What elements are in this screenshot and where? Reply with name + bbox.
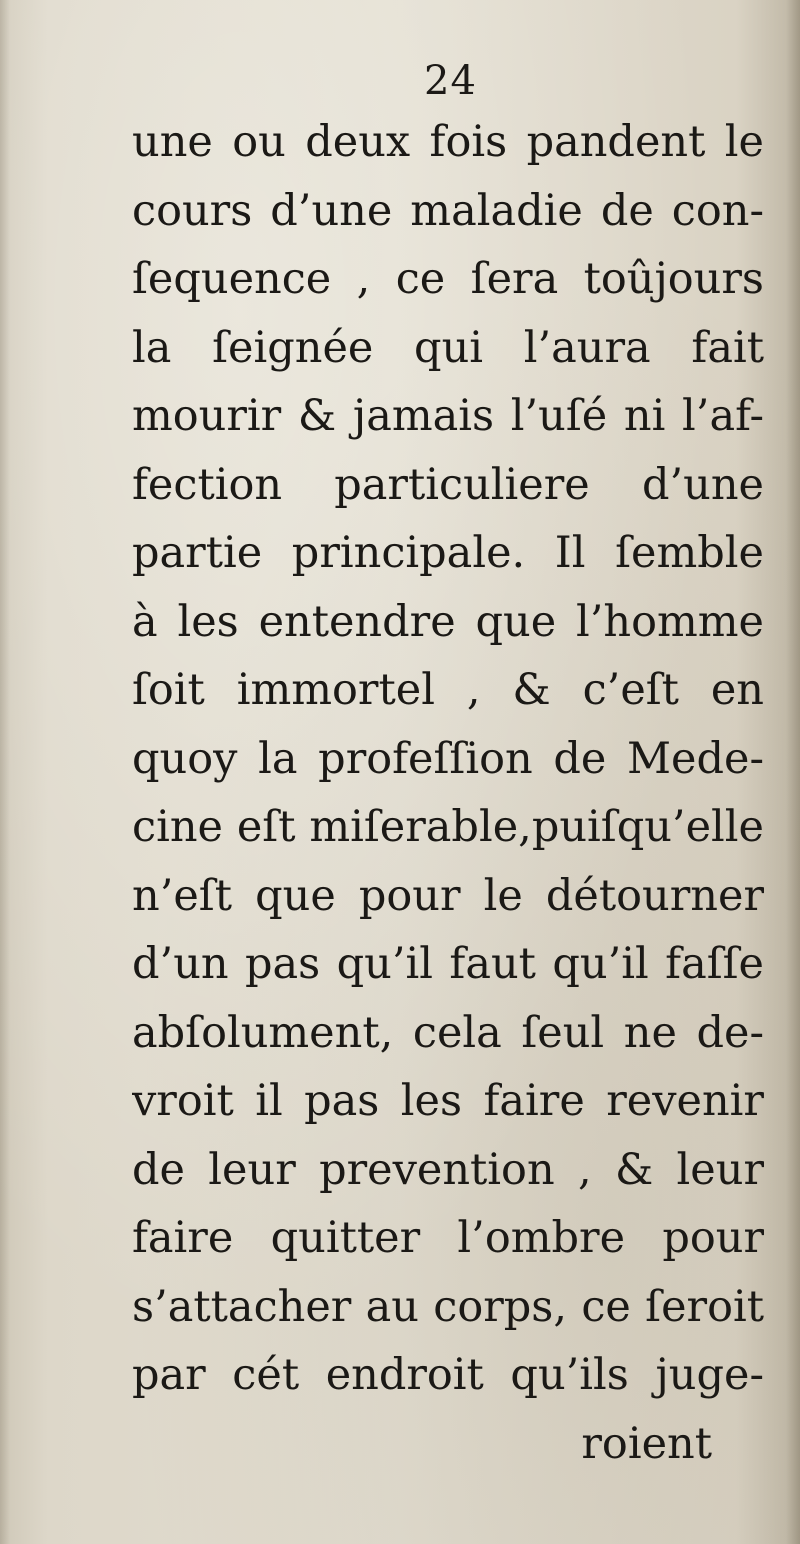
text-line: quoy la profeſſion de Mede- (132, 733, 764, 784)
text-line: partie principale. Il ſemble (132, 528, 764, 578)
text-line: mourir & jamais l’uſé ni l’af- (132, 391, 764, 441)
catchword: roient (581, 1418, 712, 1469)
text-line: cine eſt miſerable,puiſqu’elle (132, 802, 764, 852)
text-line: de leur prevention , & leur (132, 1144, 764, 1195)
text-line: une ou deux fois pandent le (132, 117, 764, 167)
page-number: 24 (424, 58, 477, 104)
text-line: par cét endroit qu’ils juge- (132, 1350, 764, 1400)
text-line: s’attacher au corps, ce ſeroit (132, 1281, 764, 1332)
page-right-edge-shadow (786, 0, 800, 1544)
text-line: vroit il pas les faire revenir (132, 1076, 764, 1126)
text-line: d’un pas qu’il faut qu’il faſſe (132, 939, 764, 989)
text-line: à les entendre que l’homme (132, 596, 764, 647)
body-text (132, 108, 764, 1478)
text-line: ſequence , ce ſera toûjours (132, 254, 764, 304)
page-left-edge-shadow (0, 0, 10, 1544)
text-line: n’eſt que pour le détourner (132, 870, 764, 921)
text-line: fection particuliere d’une (132, 459, 764, 510)
text-line: la ſeignée qui l’aura fait (132, 322, 764, 373)
text-line: ſoit immortel , & c’eſt en (132, 665, 764, 715)
text-line: cours d’une maladie de con- (132, 185, 764, 236)
text-line: faire quitter l’ombre pour (132, 1213, 764, 1263)
text-line: abſolument, cela ſeul ne de- (132, 1007, 764, 1058)
